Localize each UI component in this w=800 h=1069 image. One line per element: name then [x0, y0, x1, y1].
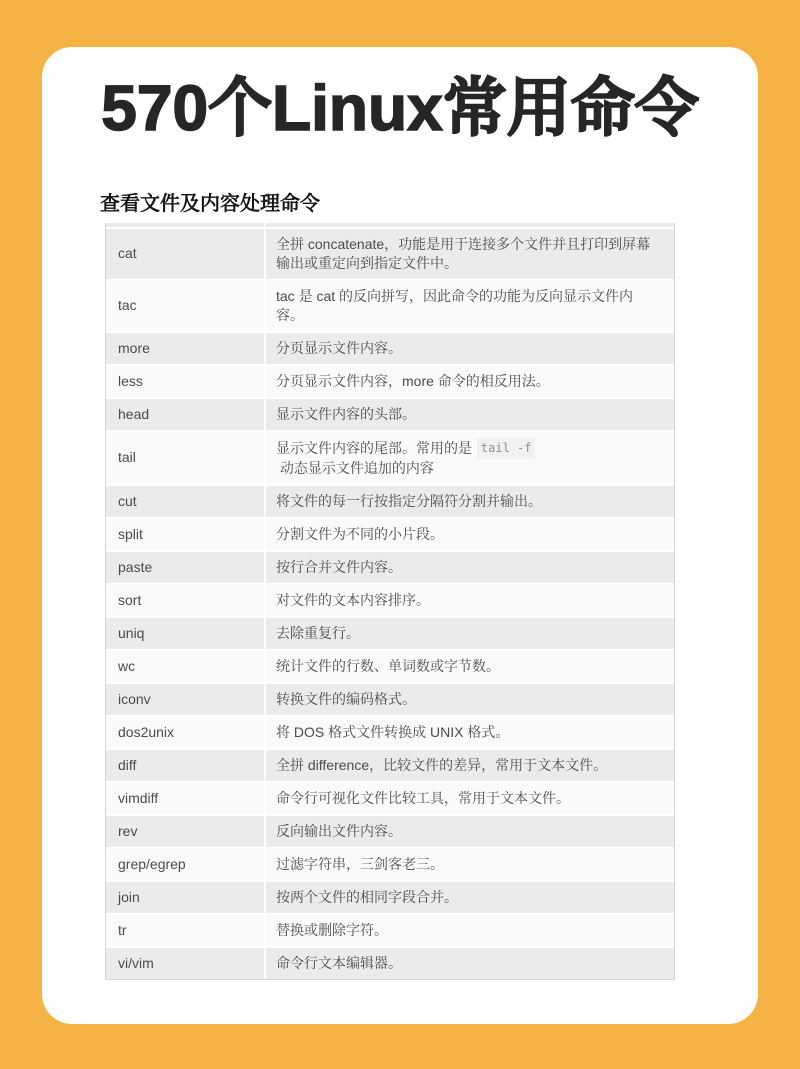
table-row	[106, 519, 674, 550]
description-text: 按行合并文件内容。	[276, 558, 402, 575]
description-text: 分页显示文件内容，more 命令的相反用法。	[276, 372, 550, 389]
table-rows	[106, 229, 674, 979]
description-text: 过滤字符串，三剑客老三。	[276, 855, 444, 872]
command-cell: tail	[106, 432, 264, 484]
description-cell	[266, 651, 674, 682]
description-cell	[266, 684, 674, 715]
command-cell: more	[106, 333, 264, 364]
description-cell	[266, 432, 674, 484]
description-cell	[266, 750, 674, 781]
table-row	[106, 585, 674, 616]
inline-code: tail -f	[477, 438, 536, 459]
table-row	[106, 399, 674, 430]
command-cell: sort	[106, 585, 264, 616]
description-cell	[266, 816, 674, 847]
table-row	[106, 229, 674, 279]
command-cell: less	[106, 366, 264, 397]
description-text: 分割文件为不同的小片段。	[276, 525, 444, 542]
description-cell	[266, 229, 674, 279]
description-cell	[266, 552, 674, 583]
description-text: 全拼 concatenate，功能是用于连接多个文件并且打印到屏幕输出或重定向到指定文件中。	[276, 235, 651, 271]
command-cell: uniq	[106, 618, 264, 649]
description-cell	[266, 915, 674, 946]
description-cell	[266, 849, 674, 880]
description-cell	[266, 486, 674, 517]
description-text: 转换文件的编码格式。	[276, 690, 416, 707]
description-text: 替换或删除字符。	[276, 921, 388, 938]
table-row	[106, 783, 674, 814]
command-cell: split	[106, 519, 264, 550]
command-cell: dos2unix	[106, 717, 264, 748]
description-text: 去除重复行。	[276, 624, 360, 641]
command-cell: wc	[106, 651, 264, 682]
content-card	[42, 47, 758, 1024]
table-row	[106, 432, 674, 484]
description-cell	[266, 882, 674, 913]
table-row	[106, 948, 674, 979]
table-row	[106, 816, 674, 847]
description-cell	[266, 399, 674, 430]
commands-table	[105, 223, 675, 980]
table-row	[106, 882, 674, 913]
description-cell	[266, 783, 674, 814]
command-cell: vimdiff	[106, 783, 264, 814]
description-text: 统计文件的行数、单词数或字节数。	[276, 657, 500, 674]
description-text: 反向输出文件内容。	[276, 822, 402, 839]
table-row	[106, 684, 674, 715]
command-cell: iconv	[106, 684, 264, 715]
command-cell: vi/vim	[106, 948, 264, 979]
table-row	[106, 618, 674, 649]
description-text: 显示文件内容的头部。	[276, 405, 416, 422]
page-title: 570个Linux常用命令	[101, 72, 699, 144]
table-row	[106, 366, 674, 397]
table-row	[106, 281, 674, 331]
cropped-row-sliver	[106, 223, 674, 227]
command-cell: rev	[106, 816, 264, 847]
table-row	[106, 849, 674, 880]
cropped-description-cell	[266, 223, 674, 227]
command-cell: cat	[106, 229, 264, 279]
description-text: 命令行文本编辑器。	[276, 954, 402, 971]
description-text: 将 DOS 格式文件转换成 UNIX 格式。	[276, 723, 510, 740]
description-cell	[266, 519, 674, 550]
description-cell	[266, 618, 674, 649]
table-row	[106, 486, 674, 517]
description-text: tac 是 cat 的反向拼写，因此命令的功能为反向显示文件内容。	[276, 287, 634, 323]
description-cell	[266, 366, 674, 397]
table-row	[106, 915, 674, 946]
command-cell: head	[106, 399, 264, 430]
table-row	[106, 651, 674, 682]
command-cell: join	[106, 882, 264, 913]
table-row	[106, 552, 674, 583]
description-text: 显示文件内容的尾部。常用的是	[276, 439, 476, 456]
cropped-command-cell	[106, 223, 264, 227]
description-cell	[266, 333, 674, 364]
description-cell	[266, 948, 674, 979]
table-row	[106, 333, 674, 364]
table-row	[106, 717, 674, 748]
description-text: 对文件的文本内容排序。	[276, 591, 430, 608]
command-cell: cut	[106, 486, 264, 517]
description-cell	[266, 717, 674, 748]
command-cell: grep/egrep	[106, 849, 264, 880]
description-cell	[266, 281, 674, 331]
command-cell: tac	[106, 281, 264, 331]
command-cell: paste	[106, 552, 264, 583]
table-row	[106, 750, 674, 781]
description-text: 按两个文件的相同字段合并。	[276, 888, 458, 905]
description-text: 分页显示文件内容。	[276, 339, 402, 356]
description-text: 动态显示文件追加的内容	[276, 459, 434, 476]
command-cell: diff	[106, 750, 264, 781]
description-cell	[266, 585, 674, 616]
description-text: 命令行可视化文件比较工具，常用于文本文件。	[276, 789, 570, 806]
section-heading: 查看文件及内容处理命令	[100, 192, 320, 215]
description-text: 将文件的每一行按指定分隔符分割并输出。	[276, 492, 542, 509]
description-text: 全拼 difference，比较文件的差异，常用于文本文件。	[276, 756, 608, 773]
command-cell: tr	[106, 915, 264, 946]
